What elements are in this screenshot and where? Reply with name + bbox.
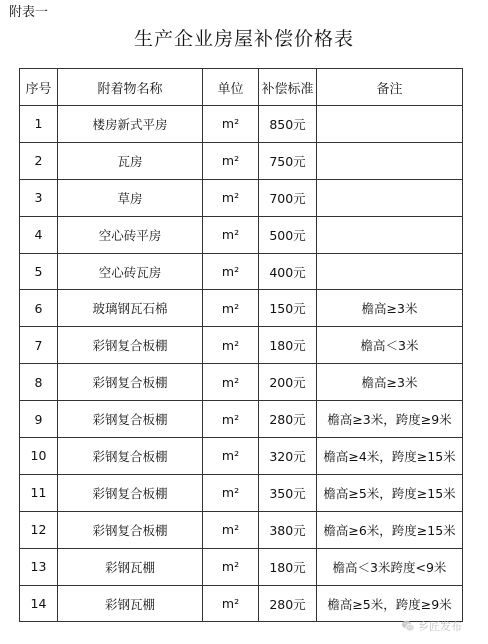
table-row [20,179,463,216]
cell-item-name: 玻璃钢瓦石棉 [58,290,203,327]
cell-unit: m² [203,142,259,179]
header-item-name: 附着物名称 [58,69,203,106]
table-row [20,438,463,475]
cell-serial-number: 4 [20,216,58,253]
cell-unit: m² [203,364,259,401]
cell-serial-number: 7 [20,327,58,364]
header-serial-number: 序号 [20,69,58,106]
cell-item-name: 彩钢复合板棚 [58,364,203,401]
cell-remarks: 檐高≥4米，跨度≥15米 [317,438,463,475]
cell-serial-number: 14 [20,585,58,622]
cell-unit: m² [203,548,259,585]
cell-unit: m² [203,327,259,364]
compensation-price-table [19,68,463,622]
cell-serial-number: 13 [20,548,58,585]
cell-item-name: 瓦房 [58,142,203,179]
cell-price: 320元 [259,438,317,475]
cell-remarks: 檐高≥3米 [317,290,463,327]
cell-item-name: 彩钢复合板棚 [58,474,203,511]
appendix-label: 附表一 [9,5,49,20]
table-row [20,511,463,548]
cell-serial-number: 11 [20,474,58,511]
cell-serial-number: 8 [20,364,58,401]
header-unit: 单位 [203,69,259,106]
cell-remarks: 檐高＜3米跨度<9米 [317,548,463,585]
cell-unit: m² [203,106,259,143]
cell-price: 150元 [259,290,317,327]
cell-item-name: 彩钢复合板棚 [58,327,203,364]
page-title: 生产企业房屋补偿价格表 [133,28,354,50]
header-remarks: 备注 [317,69,463,106]
cell-unit: m² [203,511,259,548]
cell-remarks: 檐高≥5米，跨度≥15米 [317,474,463,511]
cell-serial-number: 9 [20,401,58,438]
cell-item-name: 楼房新式平房 [58,106,203,143]
cell-price: 200元 [259,364,317,401]
header-compensation-standard: 补偿标准 [259,69,317,106]
cell-item-name: 空心砖平房 [58,216,203,253]
wechat-icon [401,619,415,633]
cell-price: 280元 [259,585,317,622]
cell-unit: m² [203,401,259,438]
cell-unit: m² [203,474,259,511]
table-row [20,142,463,179]
cell-serial-number: 2 [20,142,58,179]
cell-unit: m² [203,253,259,290]
cell-price: 500元 [259,216,317,253]
table-row [20,253,463,290]
watermark [401,618,462,634]
table-row [20,327,463,364]
cell-unit: m² [203,179,259,216]
cell-serial-number: 6 [20,290,58,327]
cell-unit: m² [203,216,259,253]
cell-remarks: 檐高＜3米 [317,327,463,364]
cell-remarks: 檐高≥5米，跨度≥9米 [317,585,463,622]
cell-price: 850元 [259,106,317,143]
table-row [20,290,463,327]
cell-item-name: 彩钢瓦棚 [58,585,203,622]
cell-item-name: 彩钢瓦棚 [58,548,203,585]
table-row [20,364,463,401]
table-row [20,401,463,438]
table-row [20,216,463,253]
cell-price: 750元 [259,142,317,179]
cell-price: 700元 [259,179,317,216]
table-row [20,106,463,143]
cell-remarks [317,179,463,216]
cell-serial-number: 5 [20,253,58,290]
cell-remarks [317,216,463,253]
cell-serial-number: 10 [20,438,58,475]
table-row [20,474,463,511]
cell-unit: m² [203,290,259,327]
cell-remarks [317,142,463,179]
cell-item-name: 草房 [58,179,203,216]
cell-serial-number: 1 [20,106,58,143]
cell-item-name: 彩钢复合板棚 [58,401,203,438]
table-header-row [20,69,463,106]
cell-price: 180元 [259,327,317,364]
table-row [20,585,463,622]
cell-remarks: 檐高≥3米 [317,364,463,401]
cell-price: 180元 [259,548,317,585]
cell-serial-number: 12 [20,511,58,548]
cell-price: 400元 [259,253,317,290]
cell-remarks: 檐高≥3米，跨度≥9米 [317,401,463,438]
cell-price: 280元 [259,401,317,438]
watermark-text: 乡匠发布 [418,620,462,633]
cell-price: 380元 [259,511,317,548]
cell-unit: m² [203,585,259,622]
table-row [20,548,463,585]
cell-item-name: 彩钢复合板棚 [58,438,203,475]
cell-price: 350元 [259,474,317,511]
cell-remarks [317,253,463,290]
cell-serial-number: 3 [20,179,58,216]
cell-item-name: 彩钢复合板棚 [58,511,203,548]
cell-unit: m² [203,438,259,475]
cell-remarks: 檐高≥6米，跨度≥15米 [317,511,463,548]
cell-item-name: 空心砖瓦房 [58,253,203,290]
cell-remarks [317,106,463,143]
